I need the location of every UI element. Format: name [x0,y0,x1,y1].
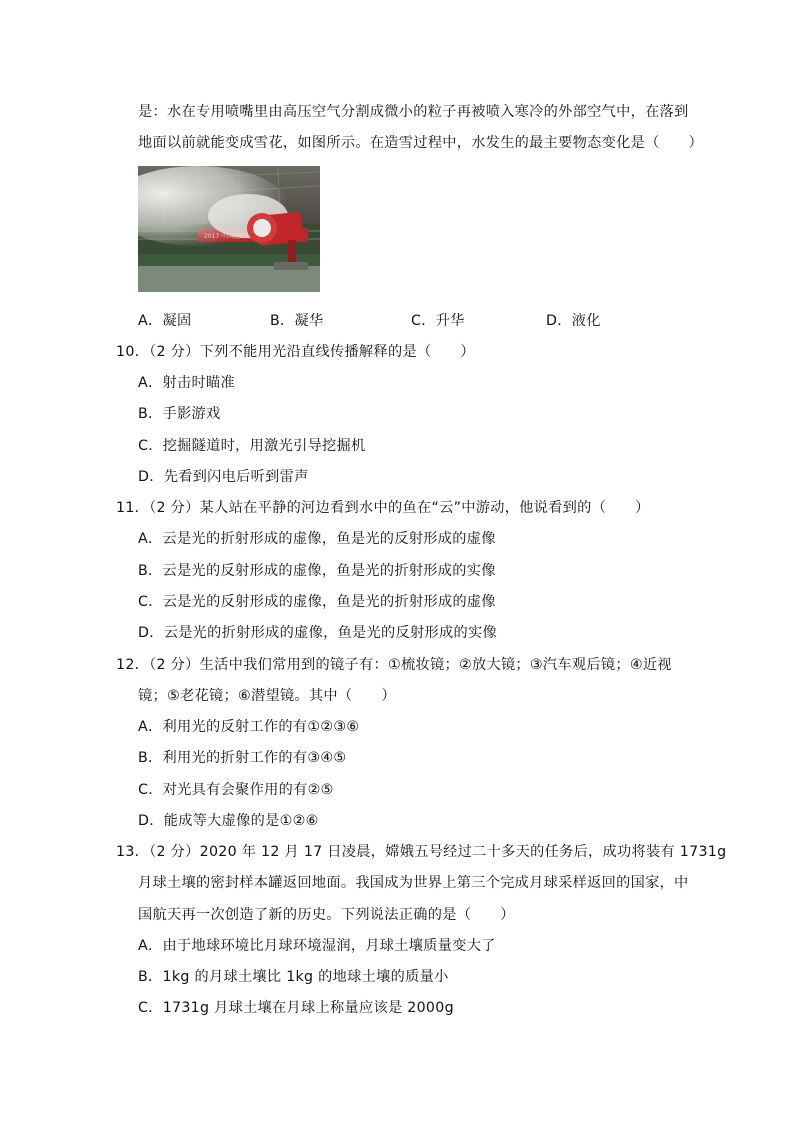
q10-option-d[interactable]: D．先看到闪电后听到雷声 [138,469,309,485]
q12-option-a[interactable]: A．利用光的反射工作的有①②③⑥ [138,719,360,735]
q9-text-line-2: 地面以前就能变成雪花，如图所示。在造雪过程中，水发生的最主要物态变化是（ ） [138,135,704,151]
q12-option-d[interactable]: D．能成等大虚像的是①②⑥ [138,813,319,829]
q10-option-c[interactable]: C．挖掘隧道时，用激光引导挖掘机 [138,438,366,454]
q9-option-d[interactable]: D．液化 [546,313,601,329]
q13-stem-line-2: 月球土壤的密封样本罐返回地面。我国成为世界上第三个完成月球采样返回的国家，中 [138,875,689,891]
q13-option-b[interactable]: B．1kg 的月球土壤比 1kg 的地球土壤的质量小 [138,969,449,985]
q12-option-c[interactable]: C．对光具有会聚作用的有②⑤ [138,782,334,798]
q13-stem-line-3: 国航天再一次创造了新的历史。下列说法正确的是（ ） [138,907,515,923]
q12-option-b[interactable]: B．利用光的折射工作的有③④⑤ [138,750,347,766]
q9-option-c[interactable]: C．升华 [411,313,465,329]
q9-text-line-1: 是：水在专用喷嘴里由高压空气分割成微小的粒子再被喷入寒冷的外部空气中，在落到 [138,104,689,120]
q11-option-c[interactable]: C．云是光的反射形成的虚像，鱼是光的折射形成的虚像 [138,594,496,610]
q12-stem-line-2: 镜；⑤老花镜；⑥潜望镜。其中（ ） [138,688,396,704]
q10-stem: 10．（2 分）下列不能用光沿直线传播解释的是（ ） [116,344,475,360]
q10-option-b[interactable]: B．手影游戏 [138,406,221,422]
q9-option-b[interactable]: B．凝华 [270,313,324,329]
q10-option-a[interactable]: A．射击时瞄准 [138,375,235,391]
q11-option-b[interactable]: B．云是光的反射形成的虚像，鱼是光的折射形成的实像 [138,563,496,579]
q13-option-c[interactable]: C．1731g 月球土壤在月球上称量应该是 2000g [138,1000,454,1016]
q11-stem: 11．（2 分）某人站在平静的河边看到水中的鱼在“云”中游动，他说看到的（ ） [116,500,650,516]
q12-stem-line-1: 12．（2 分）生活中我们常用到的镜子有：①梳妆镜；②放大镜；③汽车观后镜；④近视 [116,657,672,673]
q13-stem-line-1: 13．（2 分）2020 年 12 月 17 日凌晨，嫦娥五号经过二十多天的任务后，成功将装有 1731g [116,844,727,860]
q9-option-a[interactable]: A．凝固 [138,313,192,329]
q11-option-d[interactable]: D．云是光的折射形成的虚像，鱼是光的反射形成的实像 [138,625,497,641]
snow-machine-photo [138,166,320,292]
q11-option-a[interactable]: A．云是光的折射形成的虚像，鱼是光的反射形成的虚像 [138,531,496,547]
q13-option-a[interactable]: A．由于地球环境比月球环境湿润，月球土壤质量变大了 [138,938,496,954]
